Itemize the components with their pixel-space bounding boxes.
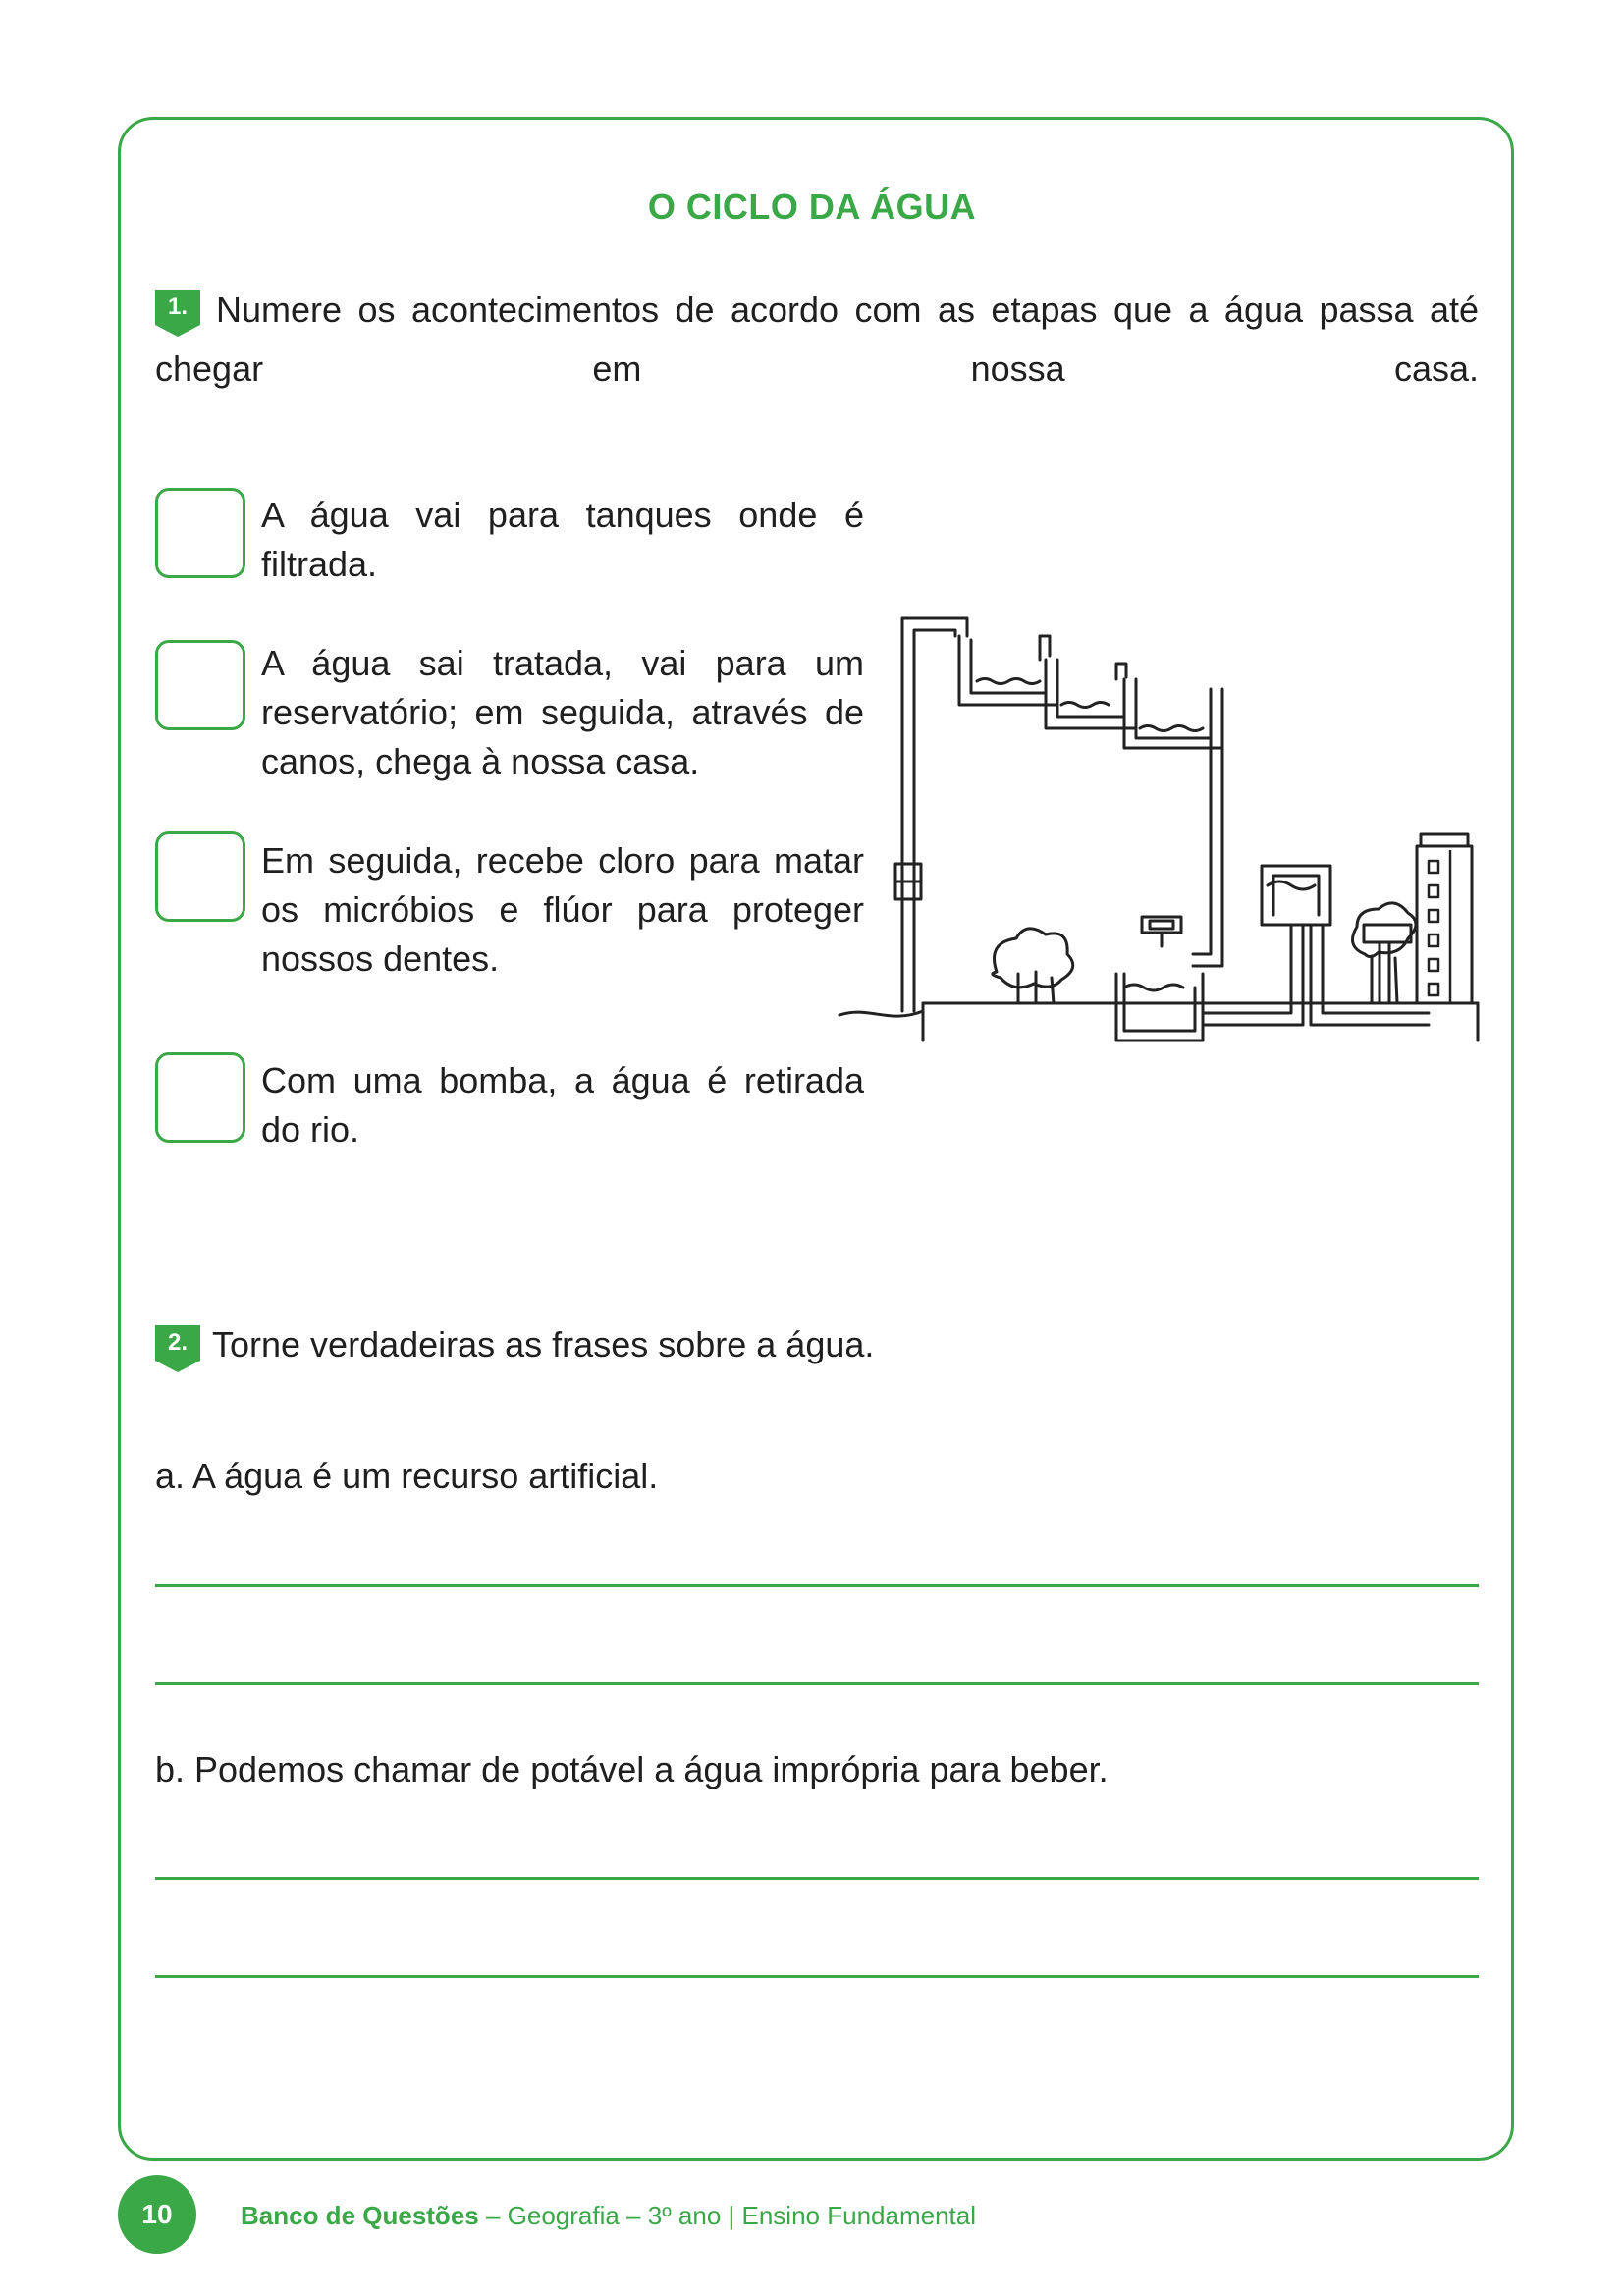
footer-text	[241, 2199, 976, 2232]
page-number: 10	[118, 2175, 196, 2254]
answer-line-a1[interactable]	[155, 1584, 1479, 1587]
step-text-2: A água sai tratada, vai para um reservatório; em seguida, através de canos, chega à nossa casa.	[261, 643, 864, 781]
question-2-badge: 2.	[155, 1325, 200, 1361]
footer-details: – Geografia – 3º ano | Ensino Fundamental	[485, 2201, 976, 2230]
water-treatment-illustration	[830, 601, 1488, 1052]
statement-a: a. A água é um recurso artificial.	[155, 1456, 659, 1496]
footer-book-title: Banco de Questões	[241, 2201, 479, 2230]
question-1-badge: 1.	[155, 290, 200, 325]
answer-line-b1[interactable]	[155, 1877, 1479, 1880]
answer-line-b2[interactable]	[155, 1975, 1479, 1978]
step-text-1: A água vai para tanques onde é filtrada.	[261, 495, 864, 584]
answer-box-2[interactable]	[155, 640, 245, 730]
answer-box-3[interactable]	[155, 831, 245, 922]
answer-box-4[interactable]	[155, 1052, 245, 1143]
answer-line-a2[interactable]	[155, 1682, 1479, 1685]
step-text-4: Com uma bomba, a água é retirada do rio.	[261, 1060, 864, 1149]
page-title: O CICLO DA ÁGUA	[647, 187, 977, 227]
answer-box-1[interactable]	[155, 488, 245, 578]
statement-b: b. Podemos chamar de potável a água imprópria para beber.	[155, 1749, 1109, 1789]
question-1-prompt: Numere os acontecimentos de acordo com as etapas que a água passa até chegar em nossa casa.	[155, 290, 1479, 389]
question-2-prompt: Torne verdadeiras as frases sobre a água.	[212, 1324, 875, 1364]
step-text-3: Em seguida, recebe cloro para matar os micróbios e flúor para proteger nossos dentes.	[261, 840, 864, 979]
